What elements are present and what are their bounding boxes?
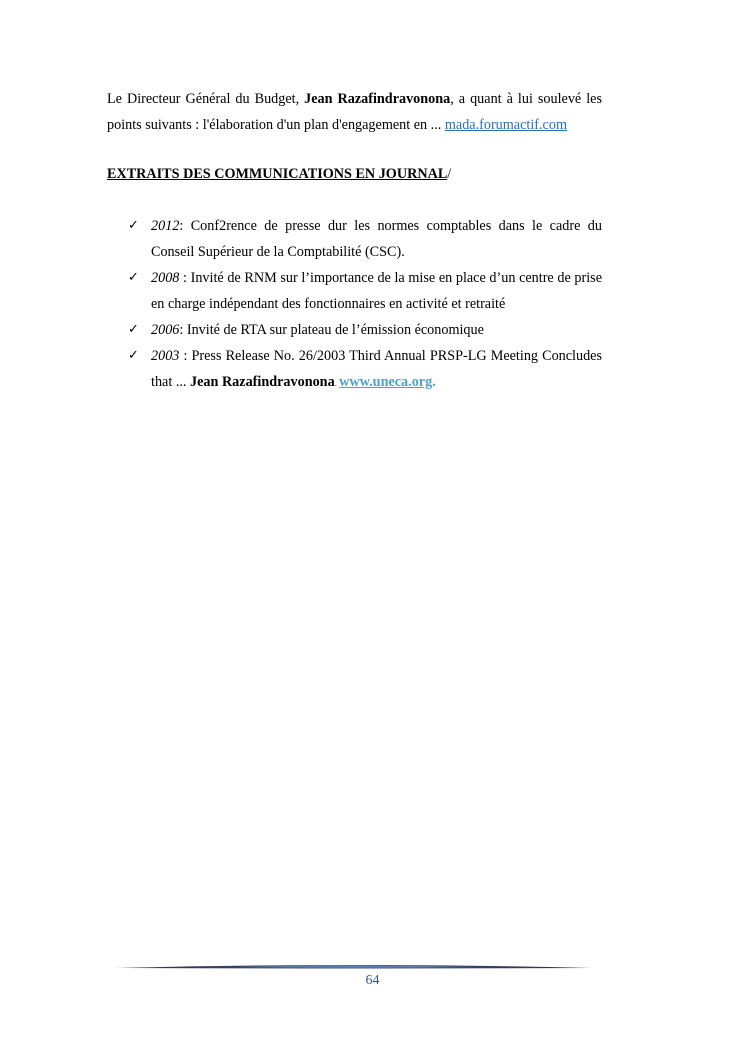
item-year: 2006 [151,322,180,338]
list-item [128,343,602,396]
item-text: : Conf2rence de presse dur les normes comptables dans le cadre du Conseil Supérieur de la Comptabilité (CSC). [151,218,602,260]
forum-link[interactable]: mada.forumactif.com [444,117,567,133]
item-text: : Invité de RNM sur l’importance de la mise en place d’un centre de prise en charge indépendant des fonctionnaires en activité et retraité [151,270,602,312]
item-text: : Invité de RTA sur plateau de l’émission économique [179,322,484,338]
section-heading-text: EXTRAITS DES COMMUNICATIONS EN JOURNAL [107,166,448,182]
list-item [128,213,602,265]
intro-paragraph [107,86,602,138]
item-person-name: Jean Razafindravonona [190,374,335,390]
list-item [128,265,602,317]
communications-list [128,213,602,396]
page-number: 64 [365,973,380,988]
check-icon: ✓ [128,322,139,337]
check-icon: ✓ [128,348,139,363]
item-end: . [432,374,436,390]
section-heading [107,161,602,187]
intro-middle: , a quant à lui soulevé les points suivants : l'élaboration d'un plan d'engagement en ... [107,91,602,133]
item-year: 2008 [151,270,180,286]
footer-rule [116,963,592,971]
check-icon: ✓ [128,270,139,285]
list-item [128,317,602,343]
item-year: 2003 [151,348,180,364]
item-text: : Press Release No. 26/2003 Third Annual PRSP-LG Meeting Concludes that ... [151,348,602,390]
intro-prefix: Le Directeur Général du Budget, [107,91,305,107]
section-heading-suffix: / [447,166,452,182]
uneca-link[interactable]: www.uneca.org [339,374,433,390]
person-name: Jean Razafindravonona [304,91,451,107]
item-year: 2012 [151,218,180,234]
check-icon: ✓ [128,218,139,233]
item-separator: . [334,378,340,388]
